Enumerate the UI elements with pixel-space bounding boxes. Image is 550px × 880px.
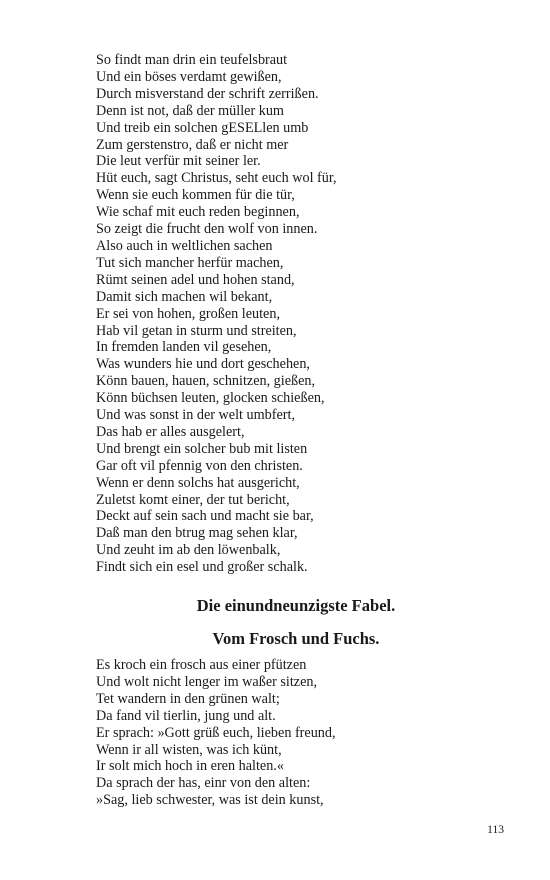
verse-line: Was wunders hie und dort geschehen, <box>96 356 310 373</box>
verse-line: Und brengt ein solcher bub mit listen <box>96 440 308 457</box>
fable-number-heading: Die einundneunzigste Fabel. <box>196 596 396 615</box>
verse-line: Und was sonst in der welt umbfert, <box>96 407 295 424</box>
verse-line: Tut sich mancher herfür machen, <box>96 254 284 271</box>
verse-line: Rümt seinen adel und hohen stand, <box>96 271 295 288</box>
verse-line: Wenn er denn solchs hat ausgericht, <box>96 474 300 491</box>
page-number: 113 <box>487 824 504 836</box>
verse-line: Und ein böses verdamt gewißen, <box>96 68 282 85</box>
verse-line: Es kroch ein frosch aus einer pfützen <box>96 657 307 673</box>
verse-line: Tet wandern in den grünen walt; <box>96 690 280 707</box>
verse-line: Also auch in weltlichen sachen <box>96 237 273 254</box>
verse-line: Er sprach: »Gott grüß euch, lieben freund, <box>96 724 336 741</box>
verse-line: Die leut verfür mit seiner ler. <box>96 153 261 170</box>
verse-line: Wenn sie euch kommen für die tür, <box>96 187 295 204</box>
verse-line: Und zeuht im ab den löwenbalk, <box>96 542 281 559</box>
verse-line: Wie schaf mit euch reden beginnen, <box>96 204 300 221</box>
verse-line: Findt sich ein esel und großer schalk. <box>96 559 308 576</box>
verse-line: Zum gerstenstro, daß er nicht mer <box>96 136 289 153</box>
verse-line: »Sag, lieb schwester, was ist dein kunst, <box>96 792 324 809</box>
verse-line: Da sprach der has, einr von den alten: <box>96 775 311 792</box>
verse-line: Daß man den btrug mag sehen klar, <box>96 525 298 542</box>
verse-line: Das hab er alles ausgelert, <box>96 423 245 440</box>
verse-line: Ir solt mich hoch in eren halten.« <box>96 758 284 775</box>
verse-line: Deckt auf sein sach und macht sie bar, <box>96 508 314 525</box>
verse-line: Zuletst komt einer, der tut bericht, <box>96 491 290 508</box>
verse-line: Durch misverstand der schrift zerrißen. <box>96 85 319 102</box>
verse-line: Denn ist not, daß der müller kum <box>96 102 284 119</box>
verse-line: Könn bauen, hauen, schnitzen, gießen, <box>96 373 316 390</box>
verse-line: Gar oft vil pfennig von den christen. <box>96 457 303 474</box>
verse-line: So zeigt die frucht den wolf von innen. <box>96 221 318 238</box>
verse-line: Damit sich machen wil bekant, <box>96 288 273 305</box>
verse-line: In fremden landen vil gesehen, <box>96 339 272 356</box>
verse-line: Und wolt nicht lenger im waßer sitzen, <box>96 673 318 690</box>
verse-line: Da fand vil tierlin, jung und alt. <box>96 707 276 724</box>
verse-line: Hüt euch, sagt Christus, seht euch wol für, <box>96 170 337 187</box>
fable-title-heading: Vom Frosch und Fuchs. <box>212 629 380 648</box>
verse-line: Hab vil getan in sturm und streiten, <box>96 322 297 339</box>
verse-line: Er sei von hohen, großen leuten, <box>96 305 280 322</box>
verse-line: Könn büchsen leuten, glocken schießen, <box>96 390 325 407</box>
verse-line: So findt man drin ein teufelsbraut <box>96 52 288 68</box>
poem-continuation <box>96 52 516 576</box>
verse-line: Wenn ir all wisten, was ich künt, <box>96 741 282 758</box>
fable-text <box>96 657 516 809</box>
verse-line: Und treib ein solchen gESELlen umb <box>96 119 309 136</box>
